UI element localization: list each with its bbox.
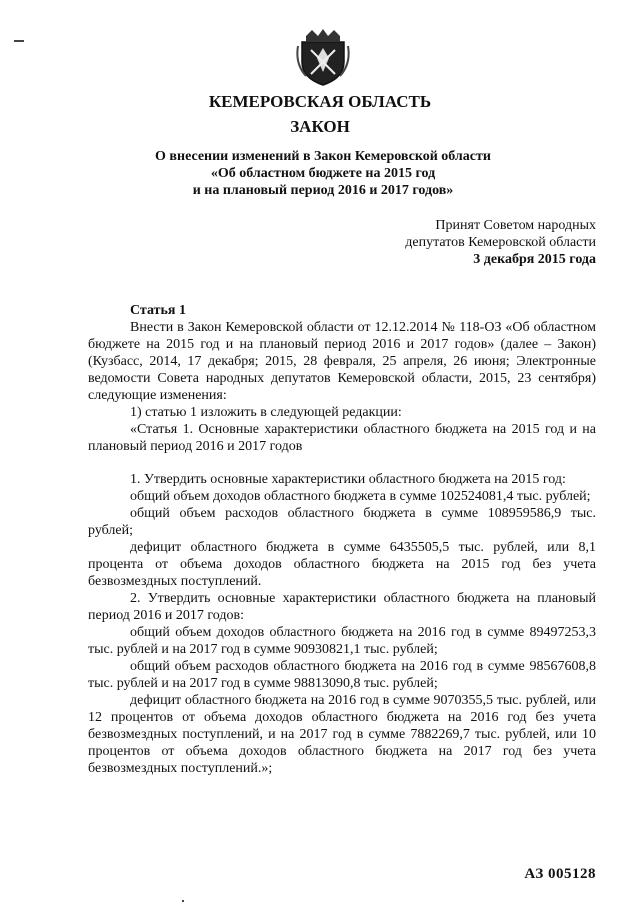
paragraph: общий объем расходов областного бюджета в сумме 108959586,9 тыс. рублей; bbox=[88, 506, 596, 538]
serial-number: АЗ 005128 bbox=[524, 866, 596, 882]
margin-mark bbox=[14, 40, 24, 42]
paragraph: общий объем доходов областного бюджета на 2016 год в сумме 89497253,3 тыс. рублей и на 2017 год в сумме 90930821,1 тыс. рублей; bbox=[88, 625, 596, 657]
document-type-heading: ЗАКОН bbox=[290, 117, 350, 136]
document-title bbox=[150, 148, 496, 199]
region-heading: КЕМЕРОВСКАЯ ОБЛАСТЬ bbox=[208, 92, 432, 111]
article-heading: Статья 1 bbox=[130, 303, 186, 318]
adoption-block bbox=[405, 217, 596, 268]
paragraph: 1. Утвердить основные характеристики областного бюджета на 2015 год: bbox=[130, 472, 566, 487]
paragraph: «Статья 1. Основные характеристики областного бюджета на 2015 год и на плановый период 2016 и 2017 годов bbox=[88, 422, 596, 454]
paragraph: Внести в Закон Кемеровской области от 12.12.2014 № 118-ОЗ «Об областном бюджете на 2015 год и на плановый период 2016 и 2017 годов» (далее – Закон) (Кузбасс, 2014, 17 декабря; 2015, 28 февраля, 25 апреля, 26 июня; Электронные ведомости Совета народных депутатов Кемеровской области, 2015, 23 сентября) следующие изменения: bbox=[88, 320, 596, 403]
adoption-line: Принят Советом народных bbox=[435, 218, 596, 233]
scan-dot bbox=[182, 900, 184, 902]
adoption-date: 3 декабря 2015 года bbox=[473, 252, 596, 267]
document-body bbox=[88, 302, 596, 777]
paragraph: общий объем расходов областного бюджета на 2016 год в сумме 98567608,8 тыс. рублей и на 2017 год в сумме 98813090,8 тыс. рублей; bbox=[88, 659, 596, 691]
title-line: «Об областном бюджете на 2015 год bbox=[210, 166, 436, 181]
title-line: и на плановый период 2016 и 2017 годов» bbox=[192, 183, 454, 198]
title-line: О внесении изменений в Закон Кемеровской области bbox=[155, 149, 491, 164]
paragraph: дефицит областного бюджета в сумме 6435505,5 тыс. рублей, или 8,1 процента от объема доходов областного бюджета на 2015 год без учета безвозмездных поступлений. bbox=[88, 540, 596, 589]
paragraph: дефицит областного бюджета на 2016 год в сумме 9070355,5 тыс. рублей, или 12 процентов от объема доходов областного бюджета на 2016 год без учета безвозмездных поступлений, и на 2017 год в сумме 7882269,7 тыс. рублей, или 10 процентов от объема доходов областного бюджета на 2017 год без учета безвозмездных поступлений.»; bbox=[88, 693, 596, 776]
paragraph-spacer bbox=[88, 455, 596, 471]
coat-of-arms-icon bbox=[296, 28, 350, 88]
paragraph: 2. Утвердить основные характеристики областного бюджета на плановый период 2016 и 2017 годов: bbox=[88, 591, 596, 623]
paragraph: 1) статью 1 изложить в следующей редакции: bbox=[130, 405, 402, 420]
adoption-line: депутатов Кемеровской области bbox=[405, 235, 596, 250]
paragraph: общий объем доходов областного бюджета в сумме 102524081,4 тыс. рублей; bbox=[130, 489, 591, 504]
